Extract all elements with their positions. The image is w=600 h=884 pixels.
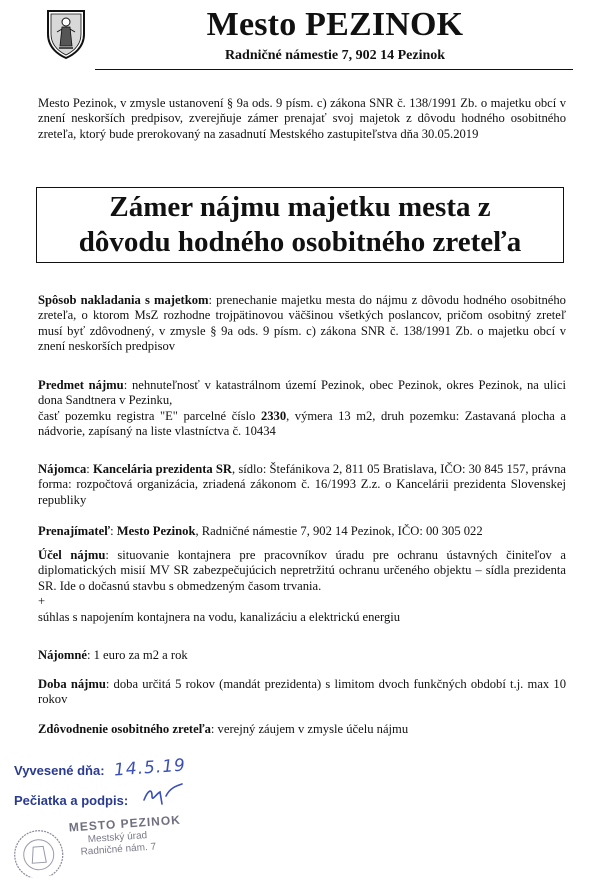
stamp-text-2: Mestský úrad (87, 830, 148, 846)
section-text: : prenechanie majetku mesta do nájmu z dôvodu hodného osobitného zreteľa, o ktorom MsZ rozhodne trojpätinovou väčšinou všetkých poslancov, pričom osobitný zreteľ musí byť zdôvodnený, v zmysle § 9a ods. 9 písm. c) zákona SNR č. 138/1991 Zb. o majetku obcí v znení neskorších predpisov (38, 293, 566, 354)
section-label: Nájomca (38, 462, 87, 476)
section-text: : 1 euro za m2 a rok (86, 648, 188, 662)
section-text: : doba určitá 5 rokov (mandát prezidenta) s limitom dvoch funkčných období t.j. max 10 rokov (38, 677, 566, 707)
posted-date-label: Vyvesené dňa: (14, 763, 105, 778)
plus-sign: + (38, 594, 46, 609)
stamp-text-1: MESTO PEZINOK (68, 812, 182, 835)
section-text: : verejný záujem v zmysle účelu nájmu (210, 722, 409, 736)
section-text: , Radničné námestie 7, 902 14 Pezinok, IČO: 00 305 022 (195, 524, 483, 538)
header-divider (95, 69, 573, 70)
posted-date-handwritten: 14.5.19 (113, 755, 187, 781)
document-title-box (36, 187, 564, 263)
stamp-signature-label: Pečiatka a podpis: (14, 793, 129, 808)
section-label: Spôsob nakladania s majetkom (38, 293, 209, 307)
stamp-text-3: Radničné nám. 7 (80, 841, 157, 858)
city-name-heading: Mesto PEZINOK (206, 6, 464, 43)
section-label: Predmet nájmu (38, 378, 124, 392)
section-label: Zdôvodnenie osobitného zreteľa (38, 722, 211, 736)
section-label: Prenajímateľ (38, 524, 111, 538)
section-text: , sídlo: Štefánikova 2, 811 05 Bratislava, IČO: 30 845 157, právna forma: rozpočtová organizácia, zriadená zákonom č. 16/1993 Z.z. o Kancelárii prezidenta Slovenskej republiky (38, 462, 566, 507)
city-address: Radničné námestie 7, 902 14 Pezinok (224, 48, 446, 63)
landlord-name: Mesto Pezinok (116, 524, 196, 538)
section-prenajimatel (38, 524, 566, 539)
section-text: , výmera 13 m2, druh pozemku: Zastavaná plocha a nádvorie, zapísaný na liste vlastníctva č. 10434 (38, 408, 566, 439)
intro-paragraph: Mesto Pezinok, v zmysle ustanovení § 9a ods. 9 písm. c) zákona SNR č. 138/1991 Zb. o majetku obcí v znení neskorších predpisov, zverejňuje zámer prenajať svoj majetok z dôvodu hodného osobitného zreteľa, ktorý bude prerokovaný na zasadnutí Mestského zastupiteľstva dňa 30.05.2019 (38, 96, 566, 141)
document-title-line-2: dôvodu hodného osobitného zreteľa (78, 226, 522, 258)
section-sposob (38, 293, 566, 355)
document-title-line-1: Zámer nájmu majetku mesta z (109, 191, 491, 223)
tenant-name: Kancelária prezidenta SR (92, 462, 233, 476)
section-label: Účel nájmu (38, 548, 106, 562)
section-predmet (38, 378, 566, 440)
section-text: časť pozemku registra "E" parcelné číslo (38, 408, 261, 423)
section-label: Doba nájmu (38, 677, 106, 691)
handwritten-signature (140, 782, 186, 808)
section-text: súhlas s napojením kontajnera na vodu, kanalizáciu a elektrickú energiu (38, 609, 401, 624)
section-zdovodnenie (38, 722, 566, 737)
section-doba (38, 677, 566, 708)
section-najomca (38, 462, 566, 508)
section-separator: : (86, 462, 93, 476)
parcel-number: 2330 (260, 408, 287, 423)
city-coat-of-arms-icon (45, 8, 87, 60)
section-ucel (38, 548, 566, 625)
section-label: Nájomné (38, 648, 87, 662)
section-separator: : (110, 524, 117, 538)
official-stamp (4, 805, 208, 879)
section-najomne (38, 648, 566, 663)
section-text: : situovanie kontajnera pre pracovníkov úradu pre ochranu ústavných činiteľov a diplomatických misií MV SR zabezpečujúcich nepretržitú ochranu určeného objektu – sídla prezidenta SR. Ide o dočasnú stavbu s obmedzeným časom trvania. (38, 548, 566, 593)
section-text: : nehnuteľnosť v katastrálnom území Pezinok, obec Pezinok, okres Pezinok, na ulici dona Sandtnera v Pezinku, (38, 378, 567, 408)
